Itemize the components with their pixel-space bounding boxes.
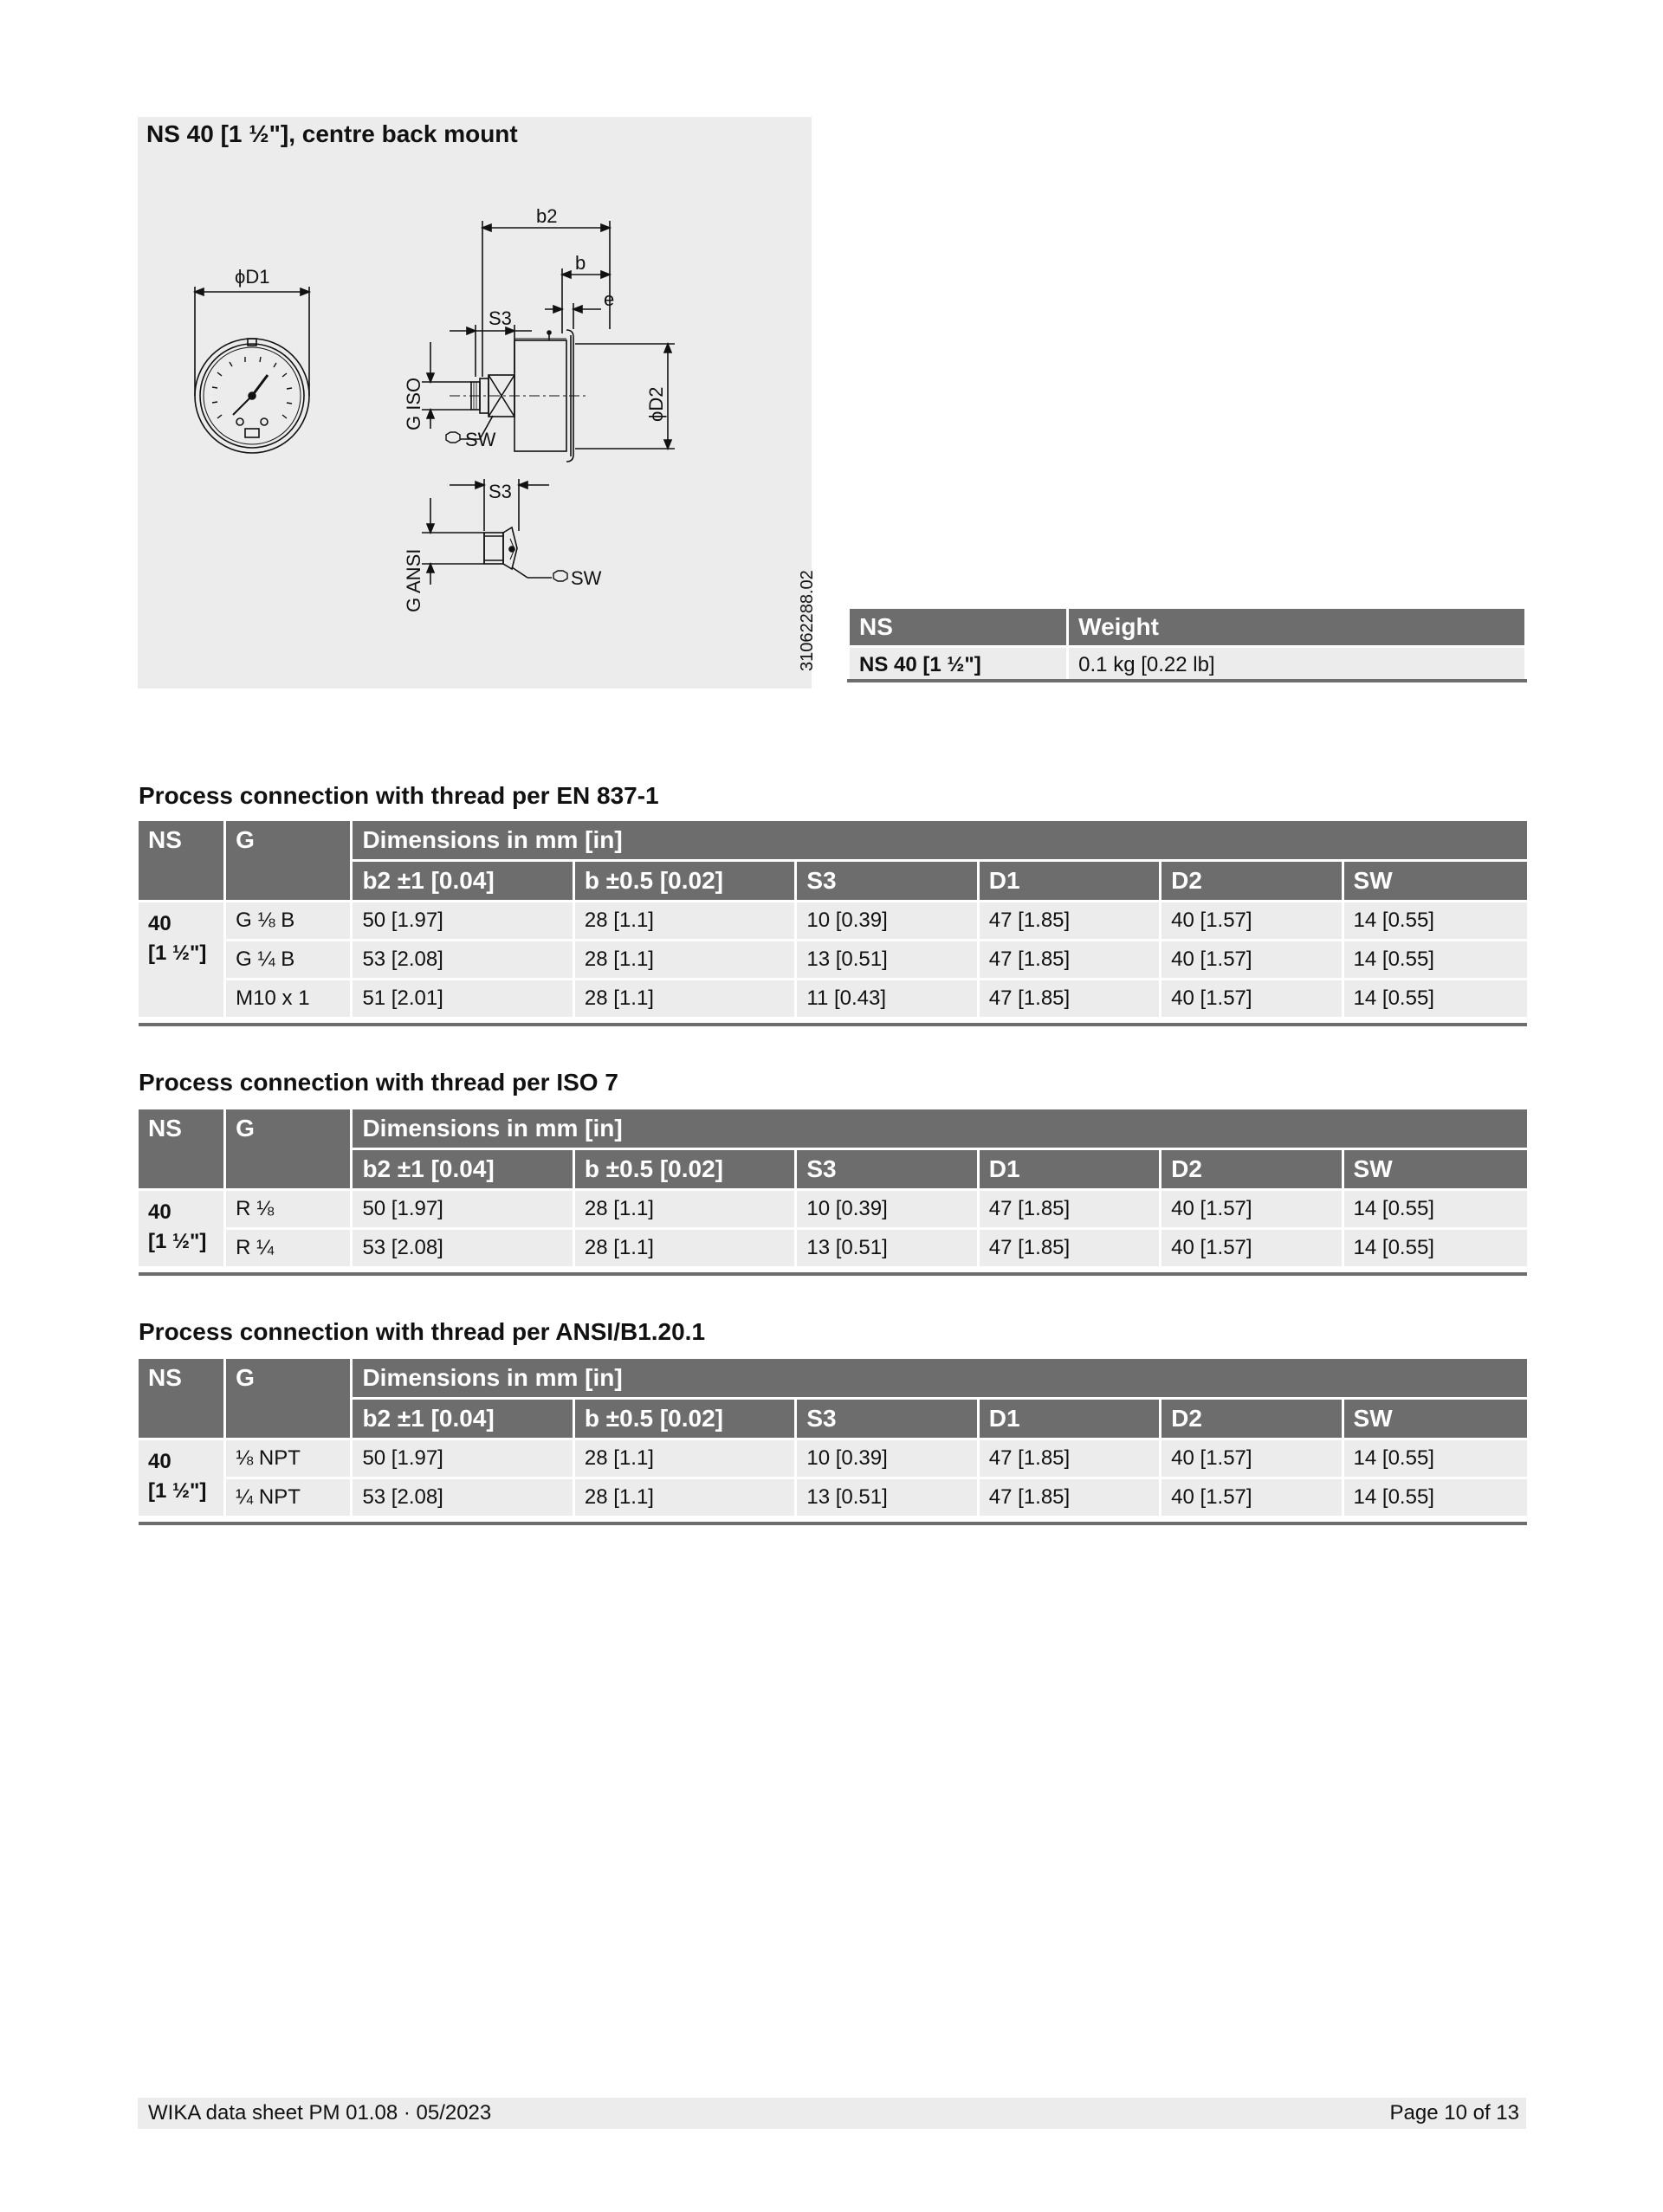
header-sw: SW [1344,1150,1527,1188]
header-ns: NS [139,1359,223,1438]
header-b: b ±0.5 [0.02] [575,862,794,900]
label-sw-top: SW [465,429,496,450]
header-sw: SW [1344,862,1527,900]
cell-s3: 13 [0.51] [797,1479,976,1516]
table-row [139,1230,1527,1266]
label-b: b [575,252,586,274]
cell-d1: 47 [1.85] [980,1230,1159,1266]
header-g: G [226,1109,350,1188]
table-row [139,1440,1527,1477]
cell-b2: 50 [1.97] [353,902,572,939]
cell-g: G ⅛ B [226,902,350,939]
cell-b2: 50 [1.97] [353,1440,572,1477]
cell-d1: 47 [1.85] [980,1479,1159,1516]
ns-size-inch: [1 ½"] [148,941,207,965]
table-ansi-bottom-rule [139,1522,1527,1525]
label-d1: ϕD1 [235,266,270,288]
label-s3-top: S3 [489,307,512,329]
cell-sw: 14 [0.55] [1344,1230,1527,1266]
label-s3-bottom: S3 [489,481,512,502]
header-b: b ±0.5 [0.02] [575,1150,794,1188]
header-g: G [226,1359,350,1438]
ns-cell [139,902,223,1017]
cell-b: 28 [1.1] [575,1440,794,1477]
technical-drawing-panel [138,117,817,689]
cell-g: G ¼ B [226,941,350,978]
dimensions-table-en837 [136,818,1530,1019]
weight-header-weight: Weight [1069,609,1524,645]
cell-d1: 47 [1.85] [980,1440,1159,1477]
header-d2: D2 [1162,1150,1341,1188]
section-title-en837: Process connection with thread per EN 837-1 [139,782,659,809]
label-sw-bottom: SW [571,567,602,589]
cell-b2: 50 [1.97] [353,1191,572,1227]
header-dimensions-group: Dimensions in mm [in] [353,821,1527,859]
ns-size: 40 [148,1200,171,1224]
cell-d2: 40 [1.57] [1162,1440,1341,1477]
header-g: G [226,821,350,900]
weight-table [847,606,1527,685]
weight-value: 0.1 kg [0.22 lb] [1069,648,1524,682]
label-g-ansi: G ANSI [403,548,424,612]
header-b2: b2 ±1 [0.04] [353,1150,572,1188]
cell-s3: 10 [0.39] [797,902,976,939]
drawing-title: NS 40 [1 ½"], centre back mount [146,120,518,147]
cell-sw: 14 [0.55] [1344,1479,1527,1516]
cell-s3: 10 [0.39] [797,1191,976,1227]
table-header-row [139,1359,1527,1397]
table-row [139,902,1527,939]
header-b2: b2 ±1 [0.04] [353,1400,572,1438]
header-b: b ±0.5 [0.02] [575,1400,794,1438]
cell-d2: 40 [1.57] [1162,941,1341,978]
cell-sw: 14 [0.55] [1344,1440,1527,1477]
cell-d1: 47 [1.85] [980,980,1159,1017]
cell-g: M10 x 1 [226,980,350,1017]
page-footer [138,2098,1526,2129]
cell-s3: 13 [0.51] [797,941,976,978]
label-d2: ϕD2 [645,386,667,422]
header-d1: D1 [980,1400,1159,1438]
header-d2: D2 [1162,862,1341,900]
cell-b2: 53 [2.08] [353,1230,572,1266]
cell-b: 28 [1.1] [575,941,794,978]
drawing-number: 31062288.02 [798,570,817,671]
header-s3: S3 [797,1400,976,1438]
cell-b: 28 [1.1] [575,902,794,939]
cell-sw: 14 [0.55] [1344,941,1527,978]
table-iso7-bottom-rule [139,1272,1527,1276]
section-title-ansi: Process connection with thread per ANSI/B1.20.1 [139,1318,706,1345]
cell-sw: 14 [0.55] [1344,902,1527,939]
cell-b2: 53 [2.08] [353,941,572,978]
weight-table-header-row [850,609,1524,645]
cell-sw: 14 [0.55] [1344,980,1527,1017]
weight-ns-value: NS 40 [1 ½"] [850,648,1066,682]
cell-d2: 40 [1.57] [1162,902,1341,939]
gauge-dimension-drawing [138,117,812,689]
table-row [139,980,1527,1017]
cell-g: ¼ NPT [226,1479,350,1516]
label-b2: b2 [536,205,558,227]
ns-size-inch: [1 ½"] [148,1479,207,1503]
cell-b2: 53 [2.08] [353,1479,572,1516]
header-dimensions-group: Dimensions in mm [in] [353,1359,1527,1397]
ns-size: 40 [148,1450,171,1473]
footer-page-number: Page 10 of 13 [1389,2101,1519,2125]
cell-b: 28 [1.1] [575,1230,794,1266]
cell-d1: 47 [1.85] [980,941,1159,978]
cell-g: ⅛ NPT [226,1440,350,1477]
cell-b: 28 [1.1] [575,1479,794,1516]
cell-d2: 40 [1.57] [1162,1479,1341,1516]
section-title-iso7: Process connection with thread per ISO 7 [139,1069,618,1096]
footer-datasheet-ref: WIKA data sheet PM 01.08 · 05/2023 [148,2101,492,2125]
cell-g: R ¼ [226,1230,350,1266]
header-dimensions-group: Dimensions in mm [in] [353,1109,1527,1148]
cell-b2: 51 [2.01] [353,980,572,1017]
header-d1: D1 [980,862,1159,900]
table-header-row [139,1109,1527,1148]
header-s3: S3 [797,1150,976,1188]
table-row [139,1479,1527,1516]
header-ns: NS [139,821,223,900]
cell-g: R ⅛ [226,1191,350,1227]
weight-table-row [850,648,1524,682]
ns-cell [139,1440,223,1516]
ns-size-inch: [1 ½"] [148,1230,207,1253]
cell-d2: 40 [1.57] [1162,1230,1341,1266]
dimensions-table-iso7 [136,1107,1530,1269]
cell-d1: 47 [1.85] [980,1191,1159,1227]
label-e: e [604,288,615,310]
weight-header-ns: NS [850,609,1066,645]
ns-cell [139,1191,223,1266]
hex-nut-bottom [484,533,503,564]
label-g-iso: G ISO [403,377,424,430]
cell-s3: 13 [0.51] [797,1230,976,1266]
weight-table-bottom-rule [847,679,1527,682]
header-d2: D2 [1162,1400,1341,1438]
header-sw: SW [1344,1400,1527,1438]
cell-d2: 40 [1.57] [1162,1191,1341,1227]
header-b2: b2 ±1 [0.04] [353,862,572,900]
table-row [139,941,1527,978]
dimensions-table-ansi [136,1356,1530,1518]
header-d1: D1 [980,1150,1159,1188]
cell-s3: 10 [0.39] [797,1440,976,1477]
table-en837-bottom-rule [139,1023,1527,1026]
table-row [139,1191,1527,1227]
cell-d2: 40 [1.57] [1162,980,1341,1017]
cell-sw: 14 [0.55] [1344,1191,1527,1227]
cell-b: 28 [1.1] [575,1191,794,1227]
cell-d1: 47 [1.85] [980,902,1159,939]
table-header-row [139,821,1527,859]
cell-b: 28 [1.1] [575,980,794,1017]
header-ns: NS [139,1109,223,1188]
ns-size: 40 [148,912,171,935]
cell-s3: 11 [0.43] [797,980,976,1017]
header-s3: S3 [797,862,976,900]
